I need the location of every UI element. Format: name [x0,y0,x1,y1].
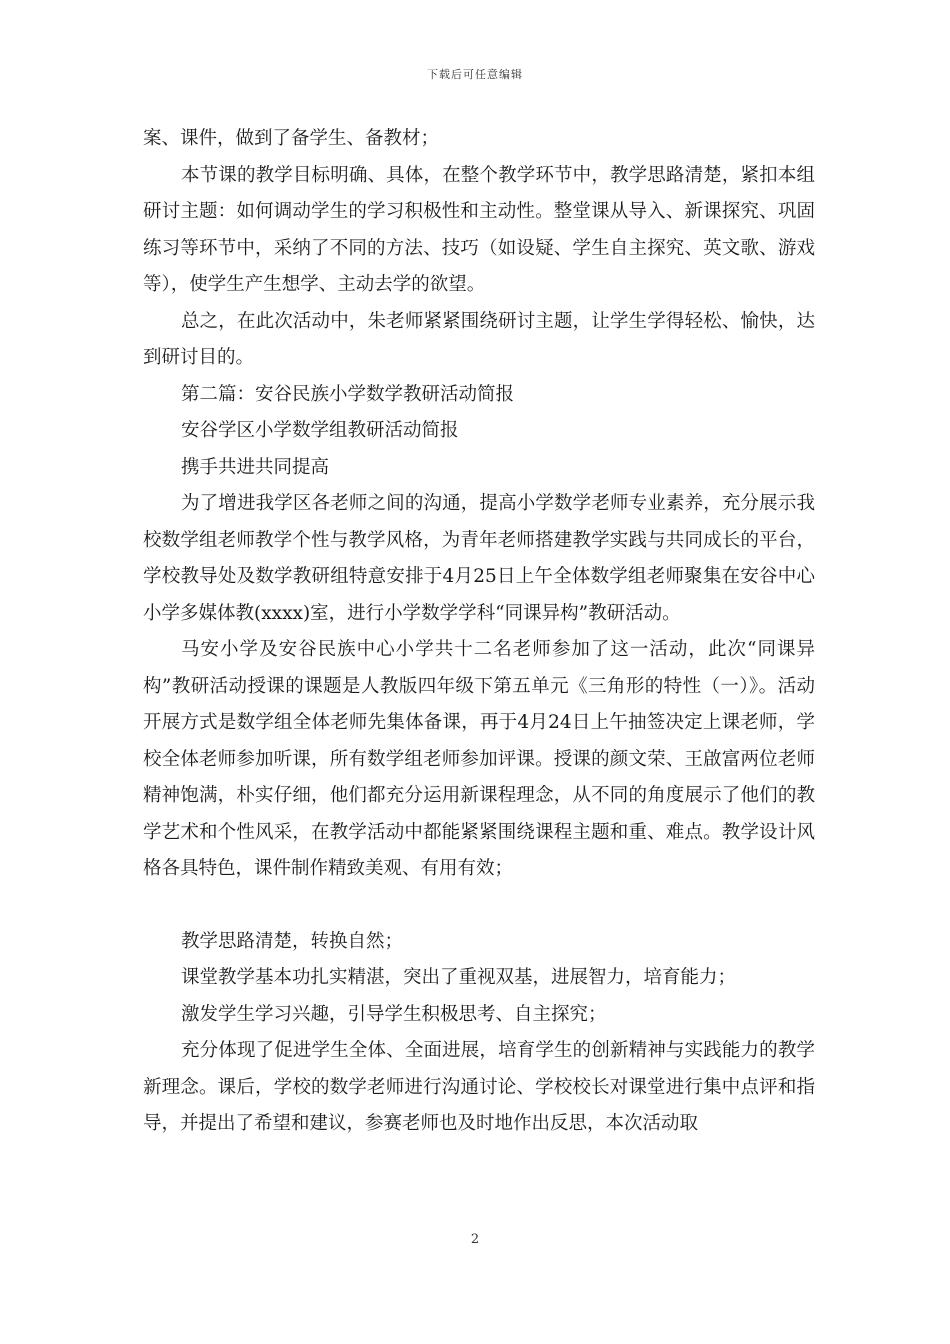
paragraph-activity: 马安小学及安谷民族中心小学共十二名老师参加了这一活动，此次“同课异构”教研活动授课的课题是人教版四年级下第五单元《三角形的特性（一）》。活动开展方式是数学组全体老师先集体备课，再于4月24日上午抽签决定上课老师，学校全体老师参加听课，所有数学组老师参加评课。授课的颜文荣、王啟富两位老师精神饱满，朴实仔细，他们都充分运用新课程理念，从不同的角度展示了他们的教学艺术和个性风采，在教学活动中都能紧紧围绕课程主题和重、难点。教学设计风格各具特色，课件制作精致美观、有用有效； [143,639,815,879]
document-body [143,121,815,1143]
page-header: 下载后可任意编辑 [427,68,523,81]
paragraph-purpose: 为了增进我学区各老师之间的沟通，提高小学数学老师专业素养，充分展示我校数学组老师教学个性与教学风格，为青年老师搭建教学实践与共同成长的平台，学校教导处及数学教研组特意安排于4月25日上午全体数学组老师聚集在安谷中心小学多媒体教(xxxx)室，进行小学数学学科“同课异构”教研活动。 [143,493,815,624]
page-number: 2 [470,1232,480,1247]
report-title: 安谷学区小学数学组教研活动简报 [181,420,459,441]
section-title: 第二篇：安谷民族小学数学教研活动简报 [181,383,515,405]
paragraph-point-1: 教学思路清楚，转换自然； [181,930,404,952]
paragraph-continuation: 案、课件，做到了备学生、备教材； [143,128,440,149]
paragraph-conclusion: 充分体现了促进学生全体、全面进展，培育学生的创新精神与实践能力的教学新理念。课后，学校的数学老师进行沟通讨论、学校校长对课堂进行集中点评和指导，并提出了希望和建议，参赛老师也及时地作出反思，本次活动取 [143,1040,815,1134]
paragraph-point-2: 课堂教学基本功扎实精湛，突出了重视双基，进展智力，培育能力； [181,967,737,988]
paragraph-lesson-goals: 本节课的教学目标明确、具体，在整个教学环节中，教学思路清楚，紧扣本组研讨主题：如何调动学生的学习积极性和主动性。整堂课从导入、新课探究、巩固练习等环节中，采纳了不同的方法、技巧（如设疑、学生自主探究、英文歌、游戏等），使学生产生想学、主动去学的欲望。 [143,164,815,295]
paragraph-point-3: 激发学生学习兴趣，引导学生积极思考、自主探究； [181,1003,607,1025]
report-subtitle: 携手共进共同提高 [181,456,330,478]
blank-line [143,888,815,924]
paragraph-summary: 总之，在此次活动中，朱老师紧紧围绕研讨主题，让学生学得轻松、愉快，达到研讨目的。 [143,310,815,368]
